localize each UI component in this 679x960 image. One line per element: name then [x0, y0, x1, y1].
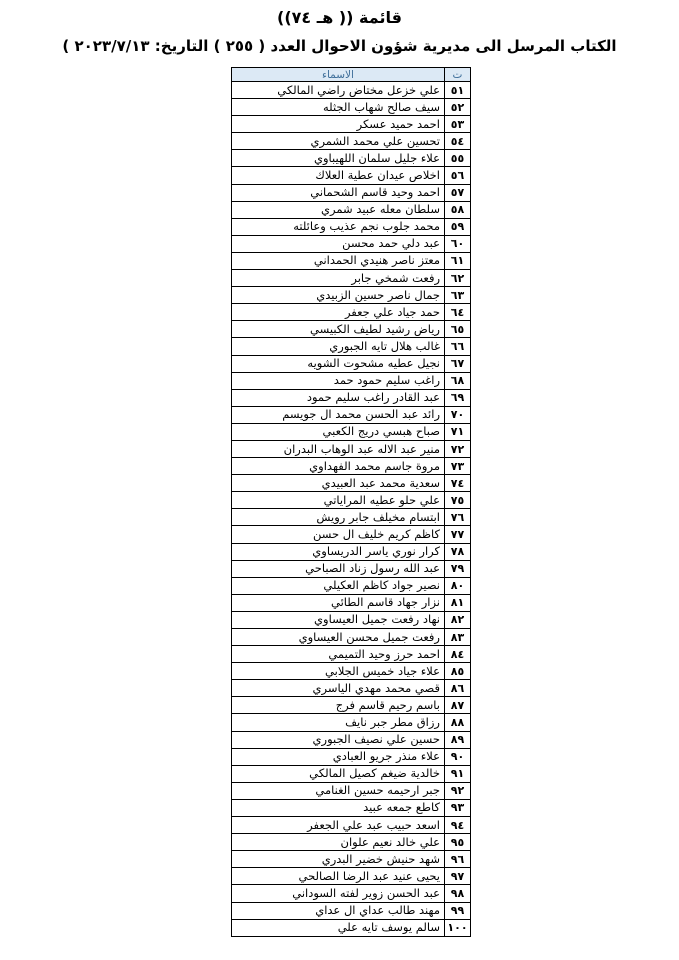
table-row — [232, 355, 471, 372]
row-number: ٨٧ — [445, 697, 471, 714]
row-number: ٧٦ — [445, 509, 471, 526]
table-row — [232, 167, 471, 184]
row-name: سالم يوسف تايه علي — [232, 919, 445, 936]
row-number: ٦٠ — [445, 235, 471, 252]
table-row — [232, 509, 471, 526]
table-row — [232, 133, 471, 150]
table-body — [232, 82, 471, 937]
row-number: ٨٥ — [445, 663, 471, 680]
table-row — [232, 714, 471, 731]
row-name: غالب هلال تايه الجبوري — [232, 338, 445, 355]
table-row — [232, 919, 471, 936]
table-row — [232, 834, 471, 851]
row-name: باسم رحيم قاسم فرج — [232, 697, 445, 714]
row-name: علي خزعل مختاض راضي المالكي — [232, 82, 445, 99]
row-number: ٩٩ — [445, 902, 471, 919]
table-row — [232, 235, 471, 252]
row-name: حسين علي نصيف الجبوري — [232, 731, 445, 748]
table-row — [232, 406, 471, 423]
row-name: كاطع جمعه عبيد — [232, 799, 445, 816]
row-number: ٩٦ — [445, 851, 471, 868]
row-name: نجيل عطيه مشحوت الشويه — [232, 355, 445, 372]
table-row — [232, 372, 471, 389]
row-number: ٩٧ — [445, 868, 471, 885]
row-number: ٧٣ — [445, 458, 471, 475]
table-row — [232, 270, 471, 287]
row-name: محمد جلوب نجم عذيب وعائلته — [232, 218, 445, 235]
table-row — [232, 799, 471, 816]
row-name: علاء جياد خميس الجلابي — [232, 663, 445, 680]
table-row — [232, 697, 471, 714]
table-row — [232, 252, 471, 269]
row-number: ٥٧ — [445, 184, 471, 201]
table-row — [232, 82, 471, 99]
row-name: علي حلو عطيه المراياتي — [232, 492, 445, 509]
row-number: ٦٥ — [445, 321, 471, 338]
table-row — [232, 748, 471, 765]
row-number: ٦١ — [445, 252, 471, 269]
row-number: ٨٣ — [445, 629, 471, 646]
table-row — [232, 731, 471, 748]
table-row — [232, 458, 471, 475]
table-row — [232, 680, 471, 697]
row-name: حمد جياد علي جعفر — [232, 304, 445, 321]
row-name: جبر ارحيمه حسين الغنامي — [232, 782, 445, 799]
row-name: سعدية محمد عبد العبيدي — [232, 475, 445, 492]
table-row — [232, 492, 471, 509]
row-number: ٧٢ — [445, 440, 471, 457]
row-number: ٦٢ — [445, 270, 471, 287]
row-number: ٥٤ — [445, 133, 471, 150]
page-title: قائمة (( هـ ٧٤)) — [277, 8, 402, 27]
row-name: قصي محمد مهدي الياسري — [232, 680, 445, 697]
row-number: ٩٨ — [445, 885, 471, 902]
table-row — [232, 184, 471, 201]
table-row — [232, 577, 471, 594]
row-number: ٩٣ — [445, 799, 471, 816]
row-name: مروة جاسم محمد الفهداوي — [232, 458, 445, 475]
row-name: اسعد حبيب عبد علي الجعفر — [232, 817, 445, 834]
row-name: منير عبد الاله عبد الوهاب البدران — [232, 440, 445, 457]
row-name: نصير جواد كاظم العكيلي — [232, 577, 445, 594]
row-name: احمد حرز وحيد التميمي — [232, 646, 445, 663]
row-number: ٦٩ — [445, 389, 471, 406]
row-number: ٧٧ — [445, 526, 471, 543]
row-number: ٥٣ — [445, 116, 471, 133]
row-name: راغب سليم حمود حمد — [232, 372, 445, 389]
row-name: كاظم كريم خليف ال حسن — [232, 526, 445, 543]
row-name: عبد القادر راغب سليم حمود — [232, 389, 445, 406]
table-row — [232, 560, 471, 577]
table-row — [232, 902, 471, 919]
row-number: ٨٩ — [445, 731, 471, 748]
row-name: سيف صالح شهاب الجثله — [232, 99, 445, 116]
row-name: نهاد رفعت جميل العيساوي — [232, 611, 445, 628]
row-name: يحيى عنيد عبد الرضا الصالحي — [232, 868, 445, 885]
row-number: ٩١ — [445, 765, 471, 782]
table-row — [232, 218, 471, 235]
column-header-number: ت — [445, 68, 471, 82]
row-name: اخلاص عيدان عطية العلاك — [232, 167, 445, 184]
row-number: ٥٢ — [445, 99, 471, 116]
table-row — [232, 321, 471, 338]
table-header-row — [232, 68, 471, 82]
row-name: عبد الله رسول زناد الصباحي — [232, 560, 445, 577]
table-row — [232, 287, 471, 304]
letter-reference: الكتاب المرسل الى مديرية شؤون الاحوال العدد ( ٢٥٥ ) التاريخ: ٢٠٢٣/٧/١٣ ) — [62, 37, 617, 55]
row-number: ٦٦ — [445, 338, 471, 355]
row-number: ٨١ — [445, 594, 471, 611]
column-header-names: الاسماء — [232, 68, 445, 82]
table-row — [232, 594, 471, 611]
table-row — [232, 150, 471, 167]
row-number: ٩٥ — [445, 834, 471, 851]
row-number: ٨٢ — [445, 611, 471, 628]
row-name: رزاق مطر جبر نايف — [232, 714, 445, 731]
row-name: عبد الحسن زوير لفته السوداني — [232, 885, 445, 902]
row-number: ٥٩ — [445, 218, 471, 235]
row-name: معتز ناصر هنيدي الحمداني — [232, 252, 445, 269]
table-row — [232, 851, 471, 868]
row-name: احمد حميد عسكر — [232, 116, 445, 133]
table-row — [232, 440, 471, 457]
table-row — [232, 646, 471, 663]
row-number: ٧٩ — [445, 560, 471, 577]
row-number: ٩٢ — [445, 782, 471, 799]
row-number: ٧٨ — [445, 543, 471, 560]
row-name: علاء منذر جريو العبادي — [232, 748, 445, 765]
row-number: ٥١ — [445, 82, 471, 99]
row-number: ٨٨ — [445, 714, 471, 731]
table-row — [232, 765, 471, 782]
row-name: عبد دلي حمد محسن — [232, 235, 445, 252]
row-name: تحسين علي محمد الشمري — [232, 133, 445, 150]
table-row — [232, 423, 471, 440]
row-name: نزار جهاد قاسم الطائي — [232, 594, 445, 611]
row-number: ٨٠ — [445, 577, 471, 594]
row-name: احمد وحيد قاسم الشحماني — [232, 184, 445, 201]
table-row — [232, 116, 471, 133]
table-row — [232, 611, 471, 628]
row-name: سلطان معله عبيد شمري — [232, 201, 445, 218]
table-row — [232, 817, 471, 834]
row-name: صباح هبسي دريج الكعبي — [232, 423, 445, 440]
table-row — [232, 526, 471, 543]
row-number: ١٠٠ — [445, 919, 471, 936]
row-name: كرار نوري ياسر الدريساوي — [232, 543, 445, 560]
row-number: ٨٤ — [445, 646, 471, 663]
row-number: ٦٨ — [445, 372, 471, 389]
row-name: رفعت شمخي جابر — [232, 270, 445, 287]
table-row — [232, 99, 471, 116]
row-name: رائد عبد الحسن محمد ال جويسم — [232, 406, 445, 423]
row-name: رفعت جميل محسن العيساوي — [232, 629, 445, 646]
names-table — [231, 67, 471, 937]
row-name: جمال ناصر حسين الزبيدي — [232, 287, 445, 304]
table-row — [232, 868, 471, 885]
row-number: ٥٦ — [445, 167, 471, 184]
row-name: رياض رشيد لطيف الكبيسي — [232, 321, 445, 338]
table-row — [232, 663, 471, 680]
row-number: ٩٤ — [445, 817, 471, 834]
row-name: مهند طالب عداي ال عداي — [232, 902, 445, 919]
row-number: ٥٨ — [445, 201, 471, 218]
row-number: ٧٠ — [445, 406, 471, 423]
table-row — [232, 304, 471, 321]
table-row — [232, 629, 471, 646]
table-row — [232, 885, 471, 902]
row-name: علاء جليل سلمان اللهيباوي — [232, 150, 445, 167]
row-name: شهد حنيش خضير البدري — [232, 851, 445, 868]
table-row — [232, 389, 471, 406]
table-row — [232, 201, 471, 218]
row-number: ٦٤ — [445, 304, 471, 321]
row-number: ٥٥ — [445, 150, 471, 167]
table-row — [232, 782, 471, 799]
row-number: ٧١ — [445, 423, 471, 440]
table-row — [232, 475, 471, 492]
row-number: ٧٤ — [445, 475, 471, 492]
table-row — [232, 543, 471, 560]
row-name: ابتسام مخيلف جابر رويش — [232, 509, 445, 526]
row-number: ٧٥ — [445, 492, 471, 509]
row-number: ٦٧ — [445, 355, 471, 372]
row-name: خالدية ضيغم كصيل المالكي — [232, 765, 445, 782]
row-name: علي خالد نعيم علوان — [232, 834, 445, 851]
table-row — [232, 338, 471, 355]
row-number: ٩٠ — [445, 748, 471, 765]
row-number: ٦٣ — [445, 287, 471, 304]
row-number: ٨٦ — [445, 680, 471, 697]
